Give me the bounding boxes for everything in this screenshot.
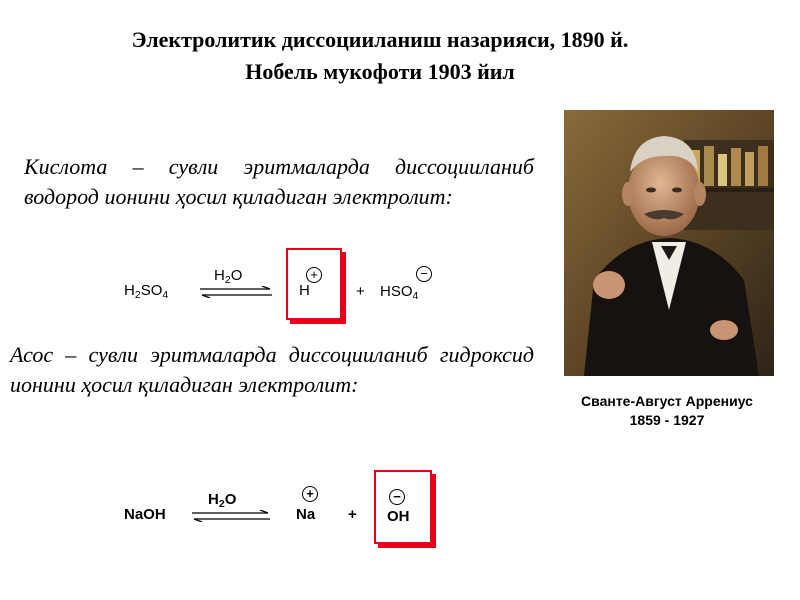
equilibrium-arrows-icon: [190, 510, 272, 522]
plus-charge-icon: +: [306, 267, 322, 283]
slide-title: [0, 24, 760, 88]
base-anion: OH: [387, 508, 410, 525]
acid-cation: H: [299, 282, 310, 299]
portrait-name: Сванте-Август Аррениус: [581, 393, 753, 409]
title-line-1: Электролитик диссоцииланиш назарияси, 1890 й.: [131, 27, 629, 52]
base-solvent-label: $H_2O$: [208, 491, 237, 511]
plus-charge-icon: +: [302, 486, 318, 502]
acid-reactant: $H_2SO_4$: [124, 282, 169, 302]
acid-anion: $HSO_4$: [380, 283, 419, 303]
title-line-2: Нобель мукофоти 1903 йил: [245, 59, 515, 84]
portrait-caption: [560, 392, 774, 430]
base-definition: Асос – сувли эритмаларда диссоцииланиб гидроксид ионини ҳосил қиладиган электролит:: [10, 342, 534, 397]
minus-charge-icon: −: [389, 489, 405, 505]
portrait-years: 1859 - 1927: [629, 412, 705, 428]
equilibrium-arrows-icon: [198, 286, 274, 298]
base-cation: Na: [296, 506, 316, 523]
minus-charge-icon: −: [416, 266, 432, 282]
acid-definition: Кислота – сувли эритмаларда диссоцииланиб водород ионини ҳосил қиладиган электролит:: [24, 154, 534, 209]
hydrogen-ion-highlight-box: [286, 248, 342, 320]
acid-solvent-label: $H_2O$: [214, 267, 243, 287]
acid-plus-sign: +: [356, 283, 365, 300]
hydroxide-ion-highlight-box: [374, 470, 432, 544]
base-reactant: NaOH: [124, 506, 166, 523]
base-plus-sign: +: [348, 506, 357, 523]
arrhenius-portrait: [564, 110, 774, 376]
portrait-image: [564, 110, 774, 376]
